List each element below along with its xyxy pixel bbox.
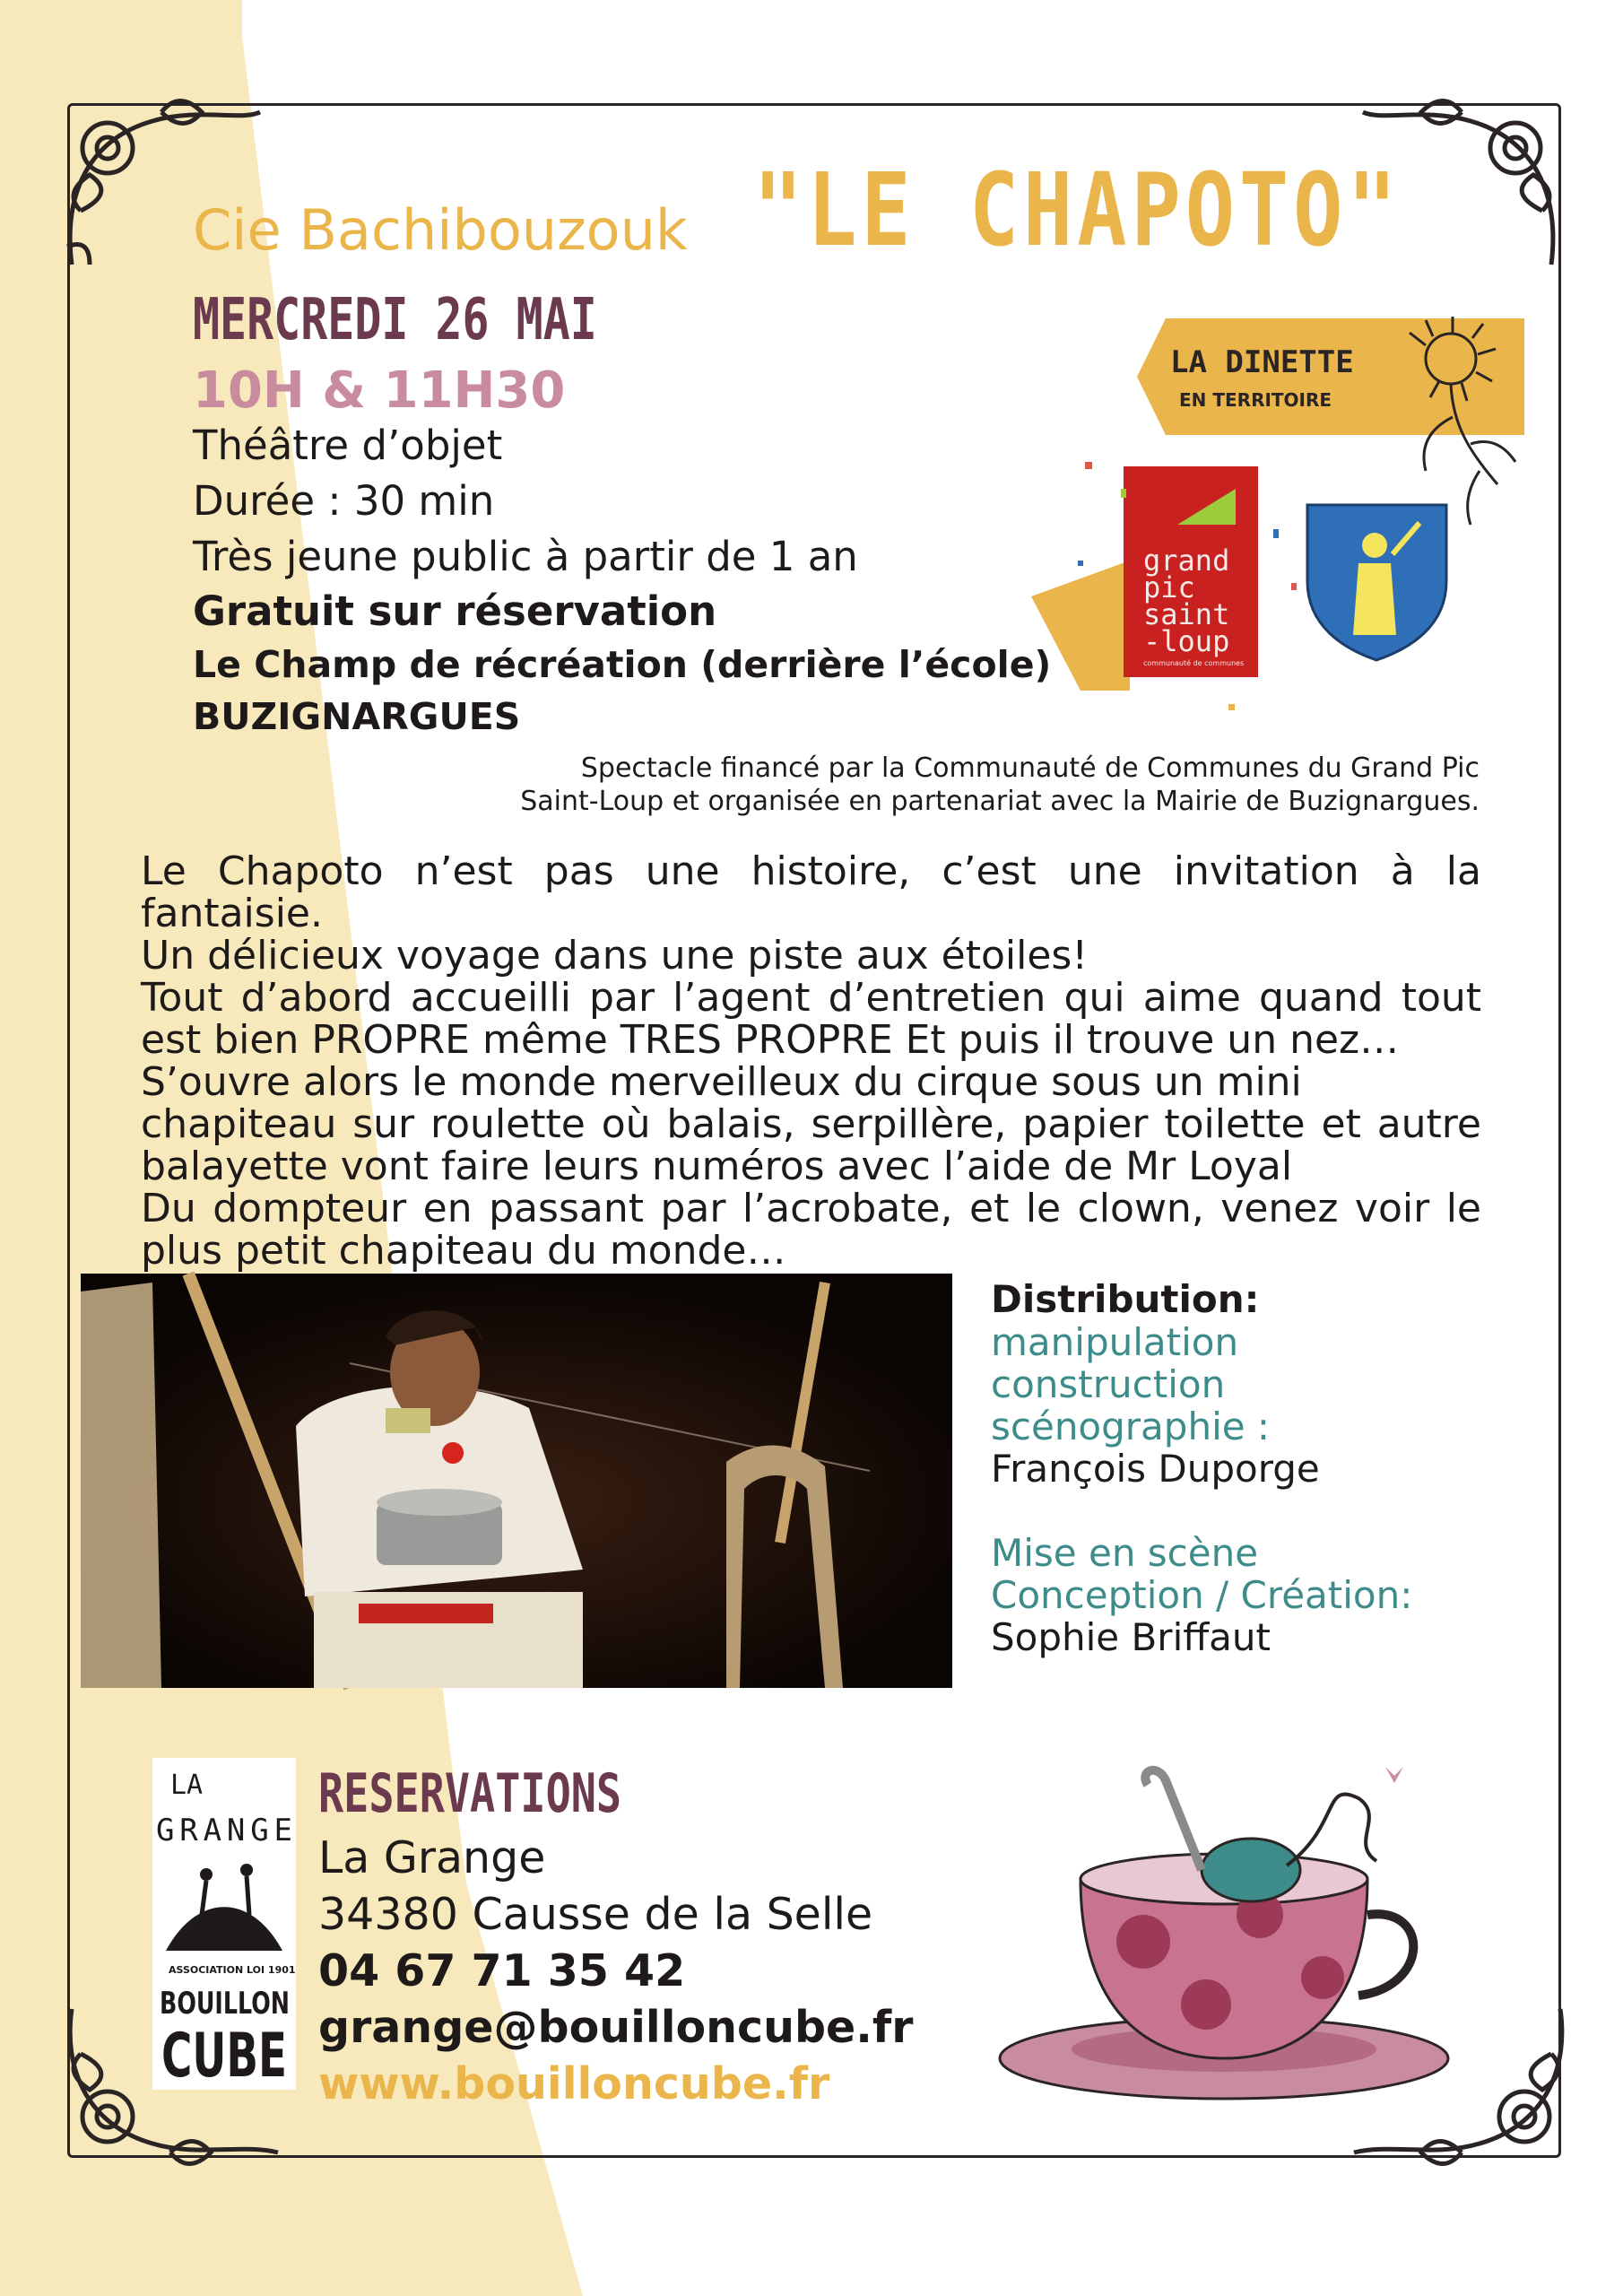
role-label: construction <box>991 1362 1226 1406</box>
la-grange-bouillon-cube-logo <box>152 1758 296 2090</box>
gps-line-4: -loup <box>1143 624 1230 658</box>
show-title: "LE CHAPOTO" <box>753 152 1402 269</box>
gps-line-1: grand <box>1143 544 1230 578</box>
desc-line: Du dompteur en passant par l’acrobate, et le clown, venez voir le <box>141 1186 1481 1231</box>
company-name: Cie Bachibouzouk <box>193 197 688 263</box>
dinette-title: LA DINETTE <box>1170 344 1354 380</box>
performance-photo <box>81 1274 952 1688</box>
show-description <box>141 850 1481 1272</box>
show-genre: Théâtre d’objet <box>193 422 503 469</box>
desc-line: est bien PROPRE même TRES PROPRE Et puis il trouve un nez… <box>141 1017 1400 1063</box>
teacup-illustration-icon <box>964 1762 1466 2112</box>
grange-la: LA <box>170 1770 204 1801</box>
show-duration: Durée : 30 min <box>193 477 495 525</box>
dinette-subtitle: EN TERRITOIRE <box>1179 389 1332 411</box>
funding-credit <box>341 752 1480 818</box>
show-price: Gratuit sur réservation <box>193 587 717 635</box>
person-name: François Duporge <box>991 1447 1320 1491</box>
show-town: BUZIGNARGUES <box>193 695 521 738</box>
show-audience: Très jeune public à partir de 1 an <box>193 533 858 580</box>
confetti <box>1067 453 1569 722</box>
desc-line: plus petit chapiteau du monde… <box>141 1228 786 1274</box>
reservation-address: 34380 Causse de la Selle <box>318 1889 873 1940</box>
desc-line: balayette vont faire leurs numéros avec l’aide de Mr Loyal <box>141 1144 1293 1189</box>
gps-line-3: saint <box>1143 597 1230 631</box>
desc-line: S’ouvre alors le monde merveilleux du cirque sous un mini <box>141 1059 1302 1105</box>
person-name: Sophie Briffaut <box>991 1615 1271 1659</box>
role-label: Mise en scène <box>991 1531 1259 1575</box>
desc-line: chapiteau sur roulette où balais, serpillère, papier toilette et autre <box>141 1101 1481 1147</box>
reservation-email[interactable]: grange@bouilloncube.fr <box>318 2002 914 2053</box>
reservation-place: La Grange <box>318 1832 546 1883</box>
grange-bouillon: BOUILLON <box>160 1986 290 2022</box>
distribution-heading: Distribution: <box>991 1277 1260 1321</box>
gps-sub: communauté de communes <box>1143 659 1245 667</box>
gps-line-2: pic <box>1143 570 1195 604</box>
grange-assoc: ASSOCIATION LOI 1901 <box>169 1964 296 1976</box>
reservations-heading: RESERVATIONS <box>318 1762 622 1825</box>
credit-line-1: Spectacle financé par la Communauté de Communes du Grand Pic <box>580 752 1480 784</box>
role-label: Conception / Création: <box>991 1573 1413 1617</box>
grange-name: GRANGE <box>156 1813 292 1848</box>
reservation-website[interactable]: www.bouilloncube.fr <box>318 2058 830 2109</box>
show-venue: Le Champ de récréation (derrière l’école) <box>193 643 1052 686</box>
role-label: scénographie : <box>991 1405 1271 1448</box>
event-date: MERCREDI 26 MAI <box>193 287 597 353</box>
credit-line-2: Saint-Loup et organisée en partenariat avec la Mairie de Buzignargues. <box>520 786 1480 817</box>
reservation-phone[interactable]: 04 67 71 35 42 <box>318 1945 686 1996</box>
desc-line: Un délicieux voyage dans une piste aux étoiles! <box>141 933 1088 978</box>
event-time: 10H & 11H30 <box>193 361 566 420</box>
role-label: manipulation <box>991 1320 1239 1364</box>
grange-cube: CUBE <box>161 2021 287 2092</box>
desc-line: Le Chapoto n’est pas une histoire, c’est une invitation à la fantaisie. <box>141 848 1481 936</box>
desc-line: Tout d’abord accueilli par l’agent d’entretien qui aime quand tout <box>141 975 1481 1021</box>
